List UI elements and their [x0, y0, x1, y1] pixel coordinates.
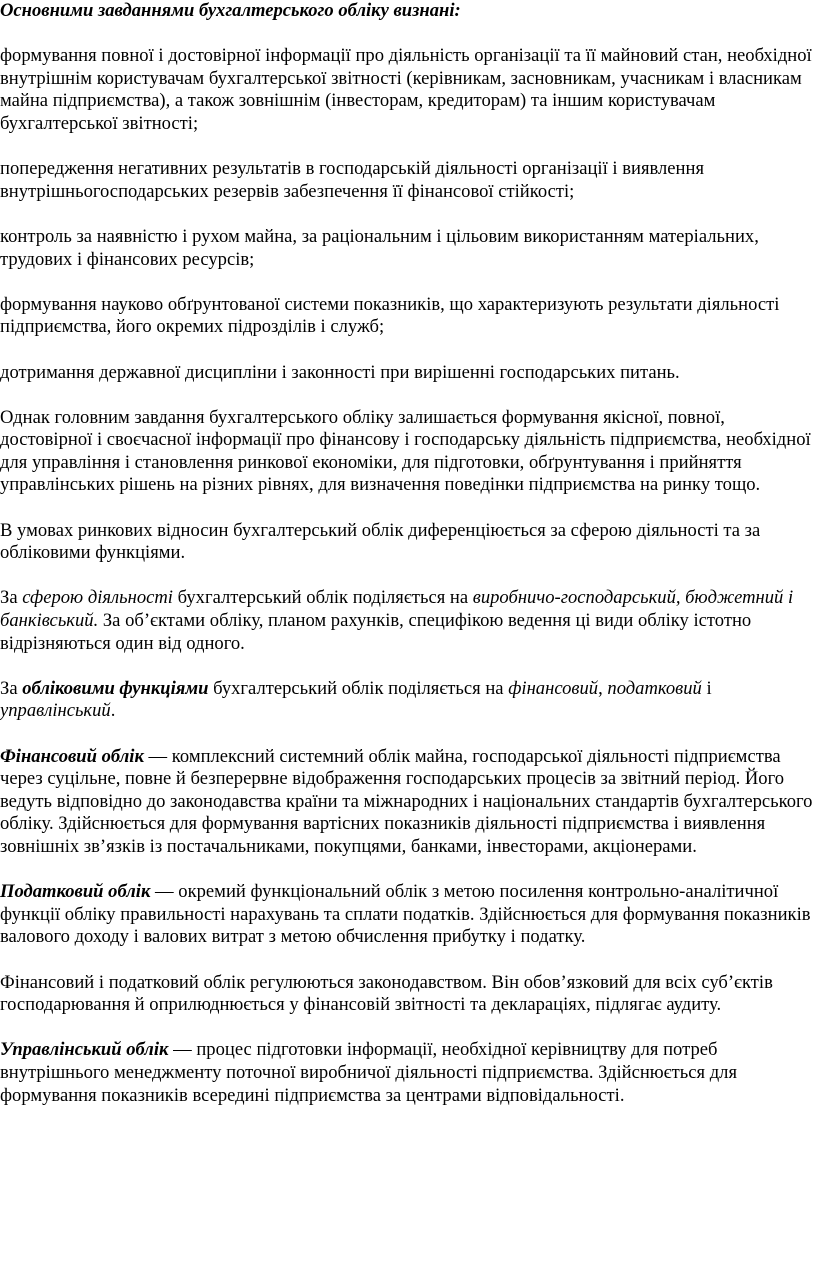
functions-term: обліковими функціями: [22, 677, 209, 699]
tax-accounting-definition: — окремий функціональний облік з метою посилення контрольно-аналітичної функції обліку правильності нарахувань та сплати податків. Здійснюється для формування показників валового доходу і валових витрат з метою обчислення прибутку і податку.: [0, 881, 811, 948]
task-item: попередження негативних результатів в господарській діяльності організації і виявлення внутрішньогосподарських резервів забезпечення її фінансової стійкості;: [0, 158, 705, 202]
managerial-accounting-paragraph: [0, 1039, 816, 1107]
managerial-accounting-definition: — процес підготовки інформації, необхідної керівництву для потреб внутрішнього менеджменту поточної виробничої діяльності підприємства. Здійснюється для формування показників всередині підприємства за центрами відповідальності.: [0, 1039, 738, 1106]
functions-text: і: [701, 677, 712, 699]
regulation-paragraph: Фінансовий і податковий облік регулюються законодавством. Він обов’язковий для всіх суб’єктів господарювання й оприлюднюється у фінансовій звітності та деклараціях, підлягає аудиту.: [0, 971, 773, 1016]
sphere-text: За: [0, 587, 23, 609]
main-task-paragraph: Однак головним завдання бухгалтерського обліку залишається формування якісної, повної, достовірної і своєчасної інформації про фінансову і господарську діяльність підприємства, необхідної для управління і становлення ринкової економіки, для підготовки, обґрунтування і прийняття управлінських рішень на різних рівнях, для визначення поведінки підприємства на ринку тощо.: [0, 406, 811, 496]
functions-text: .: [110, 700, 116, 722]
functions-text: бухгалтерський облік поділяється на: [208, 677, 509, 699]
managerial-type: управлінський: [0, 700, 111, 722]
functions-text: ,: [598, 677, 608, 699]
financial-accounting-definition: — комплексний системний облік майна, господарської діяльності підприємства через суцільне, повне й безперервне відображення господарських процесів за звітний період. Його ведуть відповідно до законодавства країни та міжнародних і національних стандартів бухгалтерського обліку. Здійснюється для формування вартісних показників діяльності підприємства і виявлення зовнішніх зв’язків із постачальниками, покупцями, банками, інвесторами, акціонерами.: [0, 745, 813, 857]
functions-paragraph: [0, 678, 816, 723]
task-item: дотримання державної дисципліни і законності при вирішенні господарських питань.: [0, 361, 680, 383]
tax-accounting-term: Податковий облік: [0, 881, 151, 903]
sphere-text: бухгалтерський облік поділяється на: [172, 587, 473, 609]
differentiation-paragraph: В умовах ринкових відносин бухгалтерський облік диференціюється за сферою діяльності та за обліковими функціями.: [0, 519, 761, 564]
financial-type: фінансовий: [508, 677, 599, 699]
financial-accounting-paragraph: [0, 746, 816, 859]
sphere-paragraph: [0, 587, 816, 655]
task-item: формування науково обґрунтованої системи показників, що характеризують результати діяльності підприємства, його окремих підрозділів і служб;: [0, 293, 780, 338]
managerial-accounting-term: Управлінський облік: [0, 1039, 169, 1061]
functions-text: За: [0, 677, 23, 699]
tax-accounting-paragraph: [0, 881, 816, 949]
section-heading: Основними завданнями бухгалтерського обліку визнані:: [0, 0, 461, 21]
financial-accounting-term: Фінансовий облік: [0, 745, 144, 767]
sphere-text: За об’єктами обліку, планом рахунків, специфікою ведення ці види обліку істотно відрізняються один від одного.: [0, 610, 752, 654]
task-item: контроль за наявністю і рухом майна, за раціональним і цільовим використанням матеріальних, трудових і фінансових ресурсів;: [0, 225, 759, 270]
sphere-types: виробничо-господарський, бюджетний і банківський.: [0, 587, 794, 632]
sphere-term: сферою діяльності: [22, 587, 173, 609]
task-item: формування повної і достовірної інформації про діяльність організації та її майновий стан, необхідної внутрішнім користувачам бухгалтерської звітності (керівникам, засновникам, учасникам і власникам майна підприємства), а також зовнішнім (інвесторам, кредиторам) та іншим користувачам бухгалтерської звітності;: [0, 45, 812, 134]
tax-type: податковий: [607, 677, 702, 699]
